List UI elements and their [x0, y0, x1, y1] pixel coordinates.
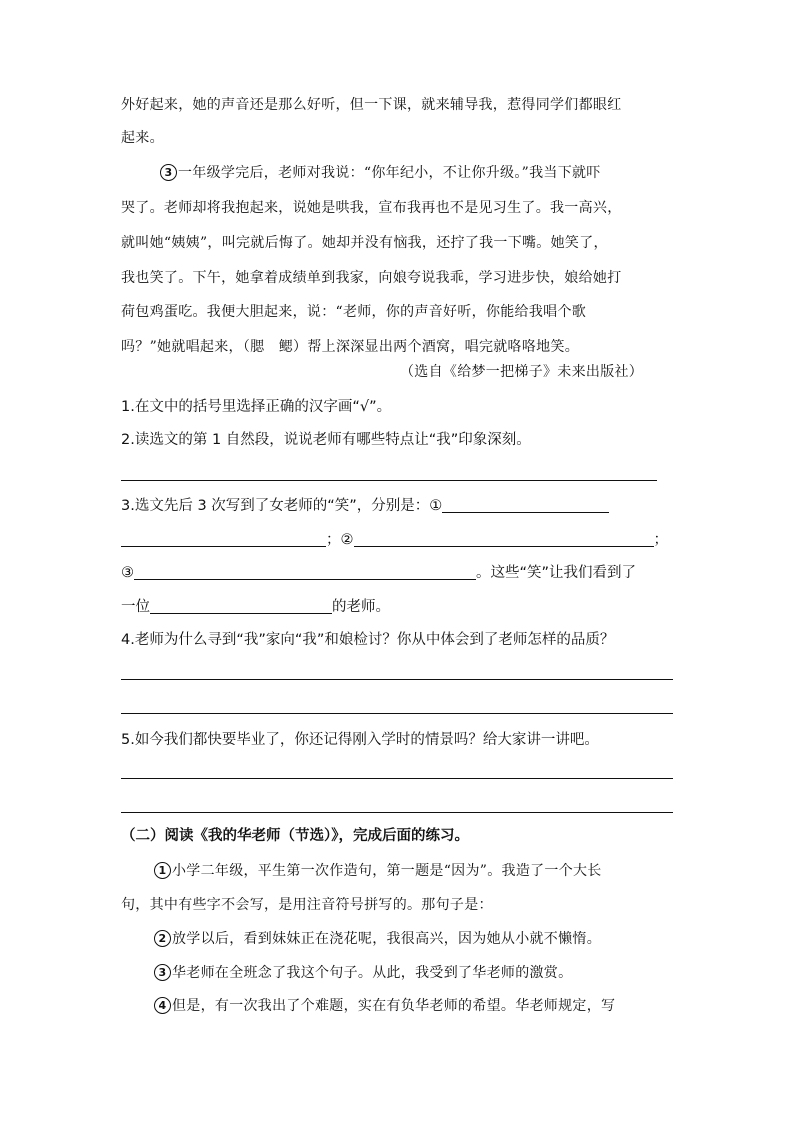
passage-line: 荷包鸡蛋吃。我便大胆起来，说：“老师，你的声音好听，你能给我唱个歌	[121, 304, 587, 320]
passage-line: 我也笑了。下午，她拿着成绩单到我家，向娘夸说我乖，学习进步快，娘给她打	[121, 270, 622, 286]
answer-blank-2[interactable]	[354, 530, 654, 547]
answer-line[interactable]	[121, 812, 673, 813]
source-citation: （选自《给梦一把梯子》未来出版社）	[400, 364, 644, 380]
section-2-paragraph-4	[154, 996, 615, 1016]
passage-line: 吗？”她就唱起来，（腮 鳃）帮上深深显出两个酒窝，唱完就咯咯地笑。	[121, 339, 580, 355]
question-3-text: 3.选文先后 3 次写到了女老师的“笑”，分别是：①	[121, 498, 443, 514]
answer-blank-1[interactable]	[442, 496, 609, 513]
paragraph-text: 小学二年级，平生第一次作造句，第一题是“因为”。我造了一个大长	[172, 863, 602, 879]
passage-line: 哭了。老师却将我抱起来，说她是哄我，宣布我再也不是见习生了。我一高兴，	[121, 200, 622, 216]
section-2-paragraph-1	[154, 861, 602, 881]
paragraph-number-2: 2	[154, 930, 171, 947]
answer-line[interactable]	[121, 778, 673, 779]
circle-2: ②	[340, 532, 354, 548]
question-3-mid-text: 。这些“笑”让我们看到了	[476, 565, 637, 581]
answer-blank-3[interactable]	[134, 563, 476, 580]
passage-line: 外好起来，她的声音还是那么好听，但一下课，就来辅导我，惹得同学们都眼红	[121, 97, 622, 113]
question-4: 4.老师为什么寻到“我”家向“我”和娘检讨？你从中体会到了老师怎样的品质？	[121, 632, 615, 648]
question-3-suffix: 的老师。	[332, 599, 390, 615]
question-3-line-3	[121, 563, 636, 583]
answer-line[interactable]	[121, 679, 673, 680]
answer-line[interactable]	[121, 713, 673, 714]
answer-blank-4[interactable]	[150, 597, 332, 614]
question-3-line-2	[121, 530, 668, 550]
paragraph-number-1: 1	[154, 862, 171, 879]
passage-line: 一年级学完后，老师对我说：“你年纪小，不让你升级。”我当下就吓	[178, 165, 601, 181]
paragraph-number-4: 4	[154, 997, 171, 1014]
question-1: 1.在文中的括号里选择正确的汉字画“√”。	[121, 399, 392, 415]
section-2-paragraph-2	[154, 929, 601, 949]
passage-line: 起来。	[121, 130, 164, 146]
semicolon: ；	[326, 532, 341, 548]
paragraph-text: 但是，有一次我出了个难题，实在有负华老师的希望。华老师规定，写	[172, 998, 616, 1014]
section-2-heading: （二）阅读《我的华老师（节选）》，完成后面的练习。	[121, 828, 469, 844]
paragraph-text: 句，其中有些字不会写，是用注音符号拼写的。那句子是：	[121, 897, 493, 913]
answer-blank-1-cont[interactable]	[121, 530, 326, 547]
paragraph-number-3: 3	[154, 964, 171, 981]
question-2: 2.读选文的第 1 自然段，说说老师有哪些特点让“我”印象深刻。	[121, 432, 531, 448]
question-3-prefix: 一位	[121, 599, 150, 615]
answer-line[interactable]	[121, 480, 657, 481]
question-3-line-4	[121, 597, 390, 617]
question-3	[121, 496, 609, 516]
paragraph-text: 华老师在全班念了我这个句子。从此，我受到了华老师的激赏。	[172, 965, 573, 981]
paragraph-text: 放学以后，看到妹妹正在浇花呢，我很高兴，因为她从小就不懒惰。	[172, 931, 601, 947]
section-2-paragraph-3	[154, 963, 572, 983]
question-5: 5.如今我们都快要毕业了，你还记得刚入学时的情景吗？给大家讲一讲吧。	[121, 732, 599, 748]
circle-3: ③	[121, 565, 134, 581]
passage-paragraph-3	[160, 163, 601, 183]
passage-line: 就叫她“姨姨”，叫完就后悔了。她却并没有恼我，还拧了我一下嘴。她笑了，	[121, 235, 608, 251]
paragraph-number-3: 3	[160, 164, 177, 181]
semicolon: ；	[653, 532, 668, 548]
